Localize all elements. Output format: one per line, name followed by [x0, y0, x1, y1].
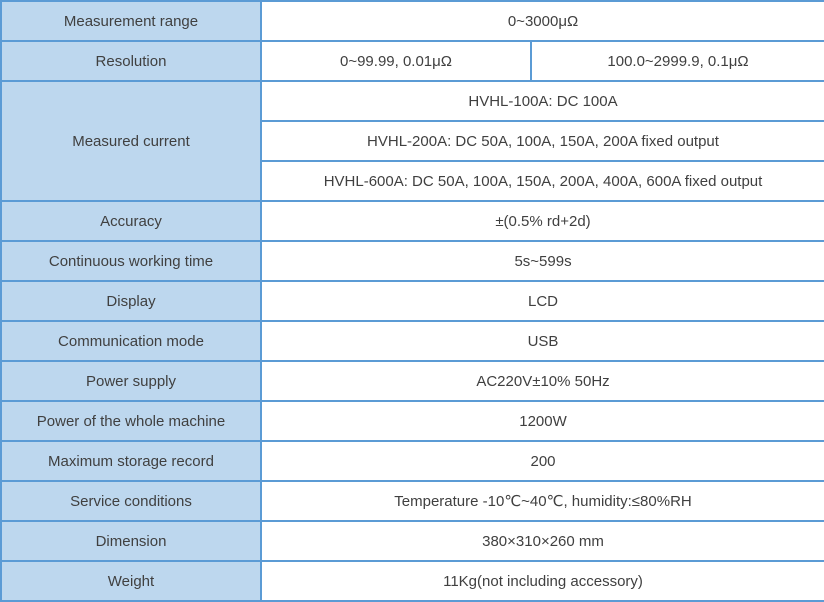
value-measured-current-600a: HVHL-600A: DC 50A, 100A, 150A, 200A, 400A, 600A fixed output [261, 161, 824, 201]
row-accuracy [1, 201, 824, 241]
label-power-whole-machine: Power of the whole machine [1, 401, 261, 441]
value-service-conditions: Temperature -10℃~40℃, humidity:≤80%RH [261, 481, 824, 521]
label-display: Display [1, 281, 261, 321]
row-display [1, 281, 824, 321]
value-display: LCD [261, 281, 824, 321]
label-resolution: Resolution [1, 41, 261, 81]
label-dimension: Dimension [1, 521, 261, 561]
value-maximum-storage-record: 200 [261, 441, 824, 481]
row-continuous-working-time [1, 241, 824, 281]
value-power-supply: AC220V±10% 50Hz [261, 361, 824, 401]
row-power-whole-machine [1, 401, 824, 441]
label-continuous-working-time: Continuous working time [1, 241, 261, 281]
value-accuracy: ±(0.5% rd+2d) [261, 201, 824, 241]
label-power-supply: Power supply [1, 361, 261, 401]
label-measured-current: Measured current [1, 81, 261, 201]
value-continuous-working-time: 5s~599s [261, 241, 824, 281]
row-weight [1, 561, 824, 601]
row-resolution [1, 41, 824, 81]
label-weight: Weight [1, 561, 261, 601]
label-accuracy: Accuracy [1, 201, 261, 241]
row-service-conditions [1, 481, 824, 521]
row-maximum-storage-record [1, 441, 824, 481]
row-measurement-range [1, 1, 824, 41]
value-resolution-high-range: 100.0~2999.9, 0.1μΩ [531, 41, 824, 81]
row-communication-mode [1, 321, 824, 361]
row-power-supply [1, 361, 824, 401]
value-measured-current-100a: HVHL-100A: DC 100A [261, 81, 824, 121]
label-service-conditions: Service conditions [1, 481, 261, 521]
label-communication-mode: Communication mode [1, 321, 261, 361]
label-maximum-storage-record: Maximum storage record [1, 441, 261, 481]
value-dimension: 380×310×260 mm [261, 521, 824, 561]
value-power-whole-machine: 1200W [261, 401, 824, 441]
value-weight: 11Kg(not including accessory) [261, 561, 824, 601]
value-measurement-range: 0~3000μΩ [261, 1, 824, 41]
value-communication-mode: USB [261, 321, 824, 361]
row-measured-current-1 [1, 81, 824, 121]
label-measurement-range: Measurement range [1, 1, 261, 41]
value-measured-current-200a: HVHL-200A: DC 50A, 100A, 150A, 200A fixed output [261, 121, 824, 161]
value-resolution-low-range: 0~99.99, 0.01μΩ [261, 41, 531, 81]
row-dimension [1, 521, 824, 561]
